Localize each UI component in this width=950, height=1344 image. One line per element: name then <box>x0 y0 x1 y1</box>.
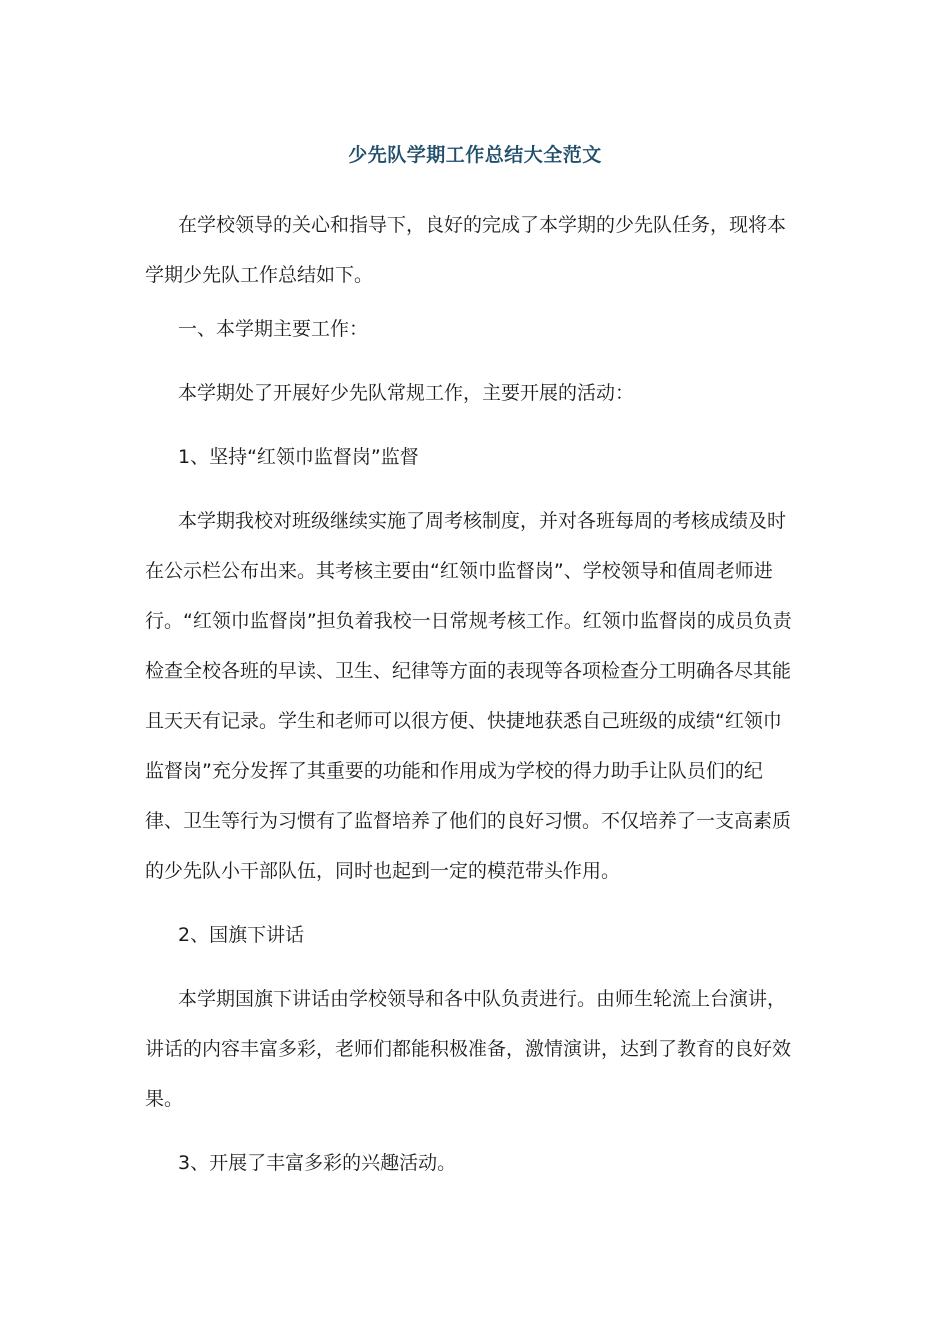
subheading-supervision: 1、坚持“红领巾监督岗”监督 <box>178 446 419 468</box>
paragraph-intro: 在学校领导的关心和指导下，良好的完成了本学期的少先队任务，现将本学期少先队工作总结如下。 <box>145 214 787 286</box>
paragraph-activities-intro: 本学期处了开展好少先队常规工作，主要开展的活动： <box>178 382 635 404</box>
section-heading-main-work: 一、本学期主要工作： <box>178 318 369 340</box>
subheading-interest-activities: 3、开展了丰富多彩的兴趣活动。 <box>178 1152 457 1174</box>
subheading-flag-speech: 2、国旗下讲话 <box>178 924 305 946</box>
paragraph-supervision: 本学期我校对班级继续实施了周考核制度，并对各班每周的考核成绩及时在公示栏公布出来。其考核主要由“红领巾监督岗”、学校领导和值周老师进行。“红领巾监督岗”担负着我校一日常规考核工作。红领巾监督岗的成员负责检查全校各班的早读、卫生、纪律等方面的表现等各项检查分工明确各尽其能且天天有记录。学生和老师可以很方便、快捷地获悉自己班级的成绩“红领巾监督岗”充分发挥了其重要的功能和作用成为学校的得力助手让队员们的纪律、卫生等行为习惯有了监督培养了他们的良好习惯。不仅培养了一支高素质的少先队小干部队伍，同时也起到一定的模范带头作用。 <box>145 510 792 882</box>
document-title: 少先队学期工作总结大全范文 <box>348 144 602 166</box>
paragraph-flag-speech: 本学期国旗下讲话由学校领导和各中队负责进行。由师生轮流上台演讲，讲话的内容丰富多彩，老师们都能积极准备，激情演讲，达到了教育的良好效果。 <box>145 988 792 1110</box>
